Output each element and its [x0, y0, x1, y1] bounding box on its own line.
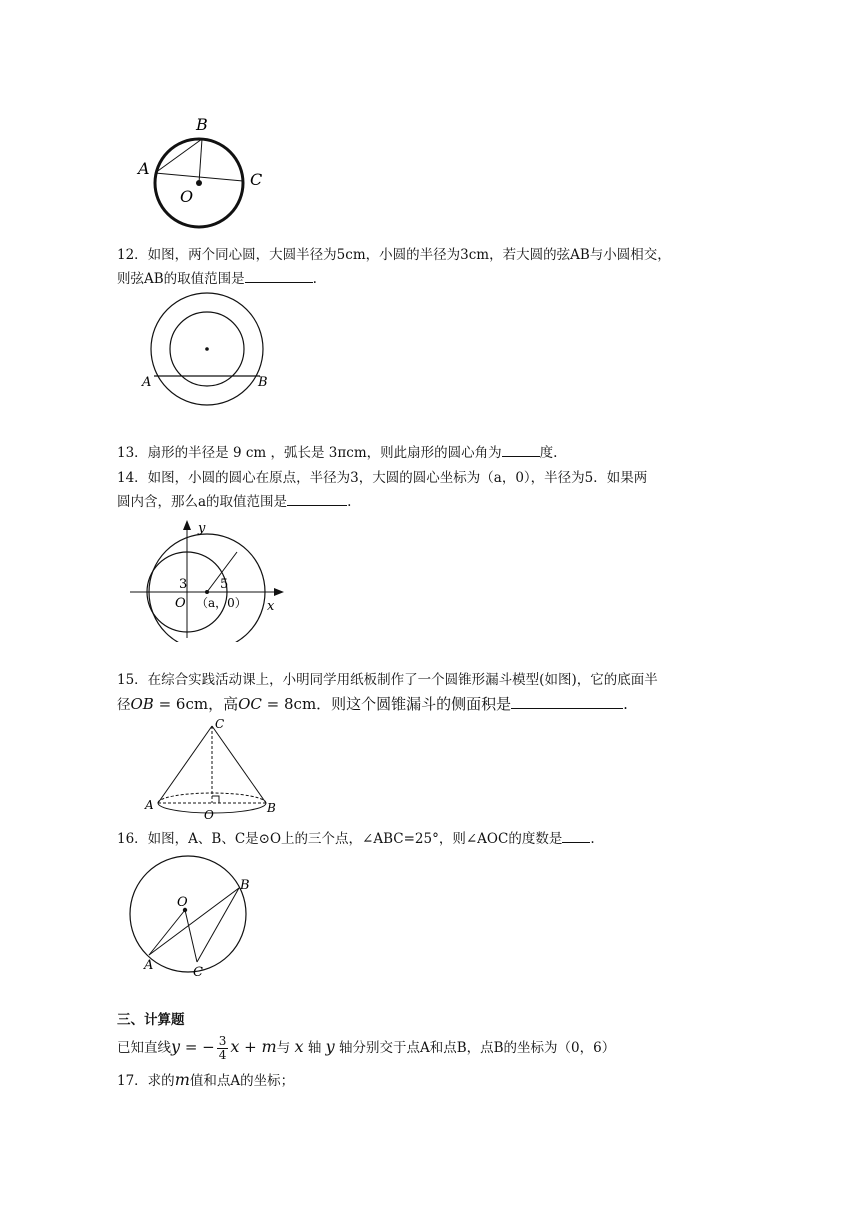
figure-circle-abc	[130, 112, 270, 232]
answer-blank-14[interactable]	[287, 491, 347, 506]
label-c: C	[250, 170, 263, 189]
label-a: A	[145, 798, 154, 812]
question-15-text-a: 径	[117, 697, 131, 713]
math-m: m	[261, 1037, 277, 1056]
question-12-end: .	[312, 271, 317, 287]
question-15-line1: 15．在综合实践活动课上，小明同学用纸板制作了一个圆锥形漏斗模型(如图)，它的底面半	[117, 672, 658, 688]
figure-circle-angles	[125, 852, 260, 982]
label-radius-small: 3	[179, 577, 188, 592]
question-12-line2	[117, 267, 747, 291]
question-13-end: 度.	[539, 445, 558, 461]
question-16-text: 16．如图，A、B、C是⊙O上的三个点，∠ABC=25°，则∠AOC的度数是	[117, 831, 563, 847]
math-x: x	[230, 1037, 240, 1056]
calc-post: 轴分别交于点A和点B，点B的坐标为（0，6）	[338, 1040, 616, 1056]
math-y-axis: y	[325, 1037, 335, 1056]
question-15-line2	[117, 692, 747, 717]
math-x-axis: x	[294, 1037, 304, 1056]
label-b: B	[196, 115, 208, 134]
answer-blank-13[interactable]	[502, 442, 540, 457]
math-y: y	[171, 1037, 181, 1056]
question-16-end: .	[590, 831, 595, 847]
label-c: C	[193, 965, 203, 980]
label-a: A	[138, 159, 150, 178]
question-14-text: 圆内含，那么a的取值范围是	[117, 494, 288, 510]
question-17-post: 值和点A的坐标；	[189, 1073, 295, 1089]
question-12	[117, 243, 747, 291]
figure-cone	[140, 716, 285, 822]
answer-blank-12[interactable]	[245, 268, 313, 283]
question-13-text: 13．扇形的半径是 9 cm ，弧长是 3πcm，则此扇形的圆心角为	[117, 445, 502, 461]
question-12-text: 则弦AB的取值范围是	[117, 271, 245, 287]
section-heading: 三、计算题	[117, 1012, 185, 1028]
label-b: B	[258, 375, 268, 390]
label-center-a: （a，0）	[196, 596, 247, 610]
math-eq: = −	[180, 1038, 215, 1056]
question-15-eq2: = 8cm．则这个圆锥漏斗的侧面积是	[261, 695, 512, 713]
question-17	[117, 1068, 747, 1093]
question-15	[117, 668, 747, 717]
answer-blank-16[interactable]	[562, 828, 590, 843]
label-origin: O	[175, 596, 186, 611]
label-o: O	[180, 187, 194, 206]
figure-coordinate-circles	[128, 518, 288, 642]
label-y-axis: y	[198, 521, 206, 536]
math-ob: OB	[130, 695, 154, 713]
label-c: C	[215, 717, 225, 731]
question-15-eq1: = 6cm，高	[153, 695, 239, 713]
question-15-end: .	[623, 695, 628, 713]
label-o: O	[177, 895, 188, 910]
math-oc: OC	[238, 695, 262, 713]
question-13	[117, 441, 747, 465]
calc-mid2: 轴	[307, 1040, 322, 1056]
label-a: A	[144, 958, 154, 973]
question-14	[117, 466, 747, 514]
question-12-line1: 12．如图，两个同心圆，大圆半径为5cm，小圆的半径为3cm，若大圆的弦AB与小圆相交，	[117, 247, 671, 263]
fraction-denominator: 4	[218, 1048, 227, 1062]
calc-problem	[117, 1030, 747, 1065]
calc-pre: 已知直线	[117, 1040, 171, 1056]
question-16	[117, 827, 747, 851]
question-14-line1: 14．如图，小圆的圆心在原点，半径为3，大圆的圆心坐标为（a，0），半径为5．如果两	[117, 470, 648, 486]
label-b: B	[267, 801, 276, 815]
calc-mid1: 与	[276, 1040, 291, 1056]
figure-concentric-circles	[130, 292, 280, 412]
question-17-pre: 17．求的	[117, 1073, 175, 1089]
label-b: B	[240, 878, 250, 893]
question-14-end: .	[347, 494, 352, 510]
label-o: O	[204, 808, 214, 822]
math-m: m	[174, 1070, 190, 1089]
question-14-line2	[117, 490, 747, 514]
label-a: A	[142, 375, 152, 390]
fraction-numerator: 3	[218, 1034, 227, 1048]
math-plus: +	[239, 1038, 262, 1056]
label-radius-big: 5	[220, 577, 229, 592]
math-fraction	[217, 1035, 229, 1062]
answer-blank-15[interactable]	[511, 694, 623, 709]
label-x-axis: x	[267, 599, 275, 614]
